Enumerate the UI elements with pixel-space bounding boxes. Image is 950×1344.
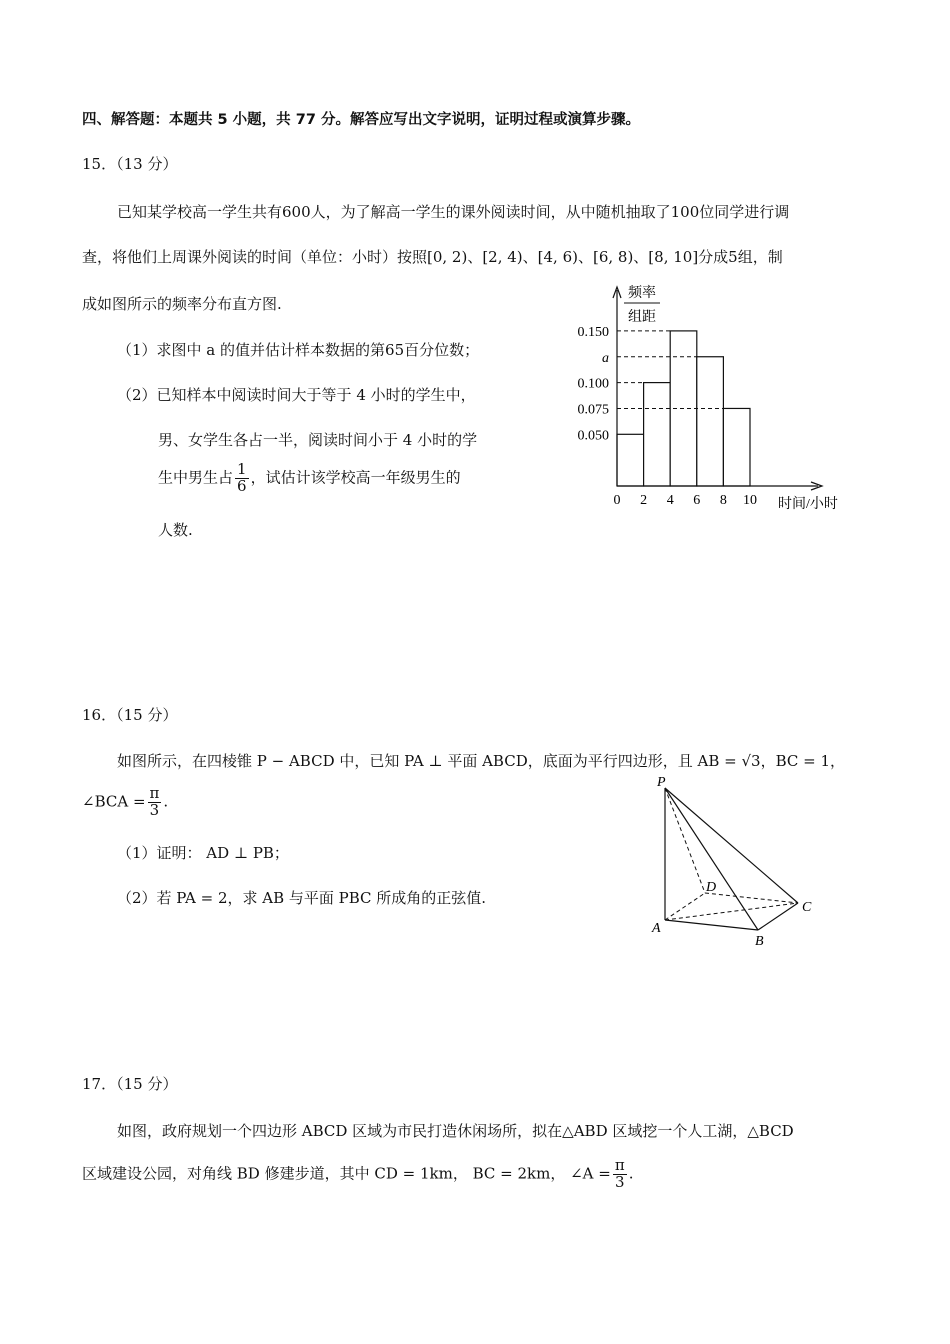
q15-fraction (235, 462, 249, 495)
q15-sub2-line-1: （2）已知样本中阅读时间大于等于 4 小时的学生中， (117, 386, 476, 404)
q15-text-line-2: 查，将他们上周课外阅读的时间（单位：小时）按照[0, 2)、[2, 4)、[4, 6)、[6, 8)、[8, 10]分成5组，制 (82, 248, 783, 266)
q16-sub2: （2）若 PA = 2，求 AB 与平面 PBC 所成角的正弦值. (117, 889, 487, 907)
x-tick-label: 0 (613, 493, 621, 508)
edge-ac (665, 903, 798, 920)
histogram-bar (644, 383, 671, 486)
histogram-bar (723, 408, 750, 486)
q17-fraction (613, 1158, 627, 1191)
vertex-label-p: P (657, 775, 666, 790)
q16-header: 16．（15 分） (82, 706, 178, 724)
section-title: 四、解答题：本题共 5 小题，共 77 分。解答应写出文字说明，证明过程或演算步骤。 (82, 112, 640, 128)
pyramid-figure (640, 770, 830, 955)
vertex-label-d: D (706, 880, 717, 895)
histogram-bar (617, 434, 644, 486)
q16-line-2-post: . (163, 792, 169, 811)
q15-sub2-line-3-post: ，试估计该学校高一年级男生的 (250, 468, 461, 487)
x-tick-label: 4 (666, 493, 674, 508)
y-tick-label: 0.075 (577, 402, 609, 418)
q17-line-2-post: . (628, 1164, 634, 1183)
q15-sub2-line-4: 人数. (158, 521, 193, 539)
x-axis-label: 时间/小时 (778, 497, 838, 510)
edge-ab (665, 920, 758, 930)
frequency-histogram (560, 280, 860, 510)
q16-fraction-denominator: 3 (149, 800, 160, 819)
y-tick-label: a (602, 350, 609, 366)
edge-pc (665, 788, 798, 903)
q16-sub1: （1）证明： AD ⊥ PB； (117, 844, 289, 862)
y-axis-label-bottom: 组距 (628, 310, 656, 325)
q17-text-line-2 (82, 1158, 633, 1191)
q17-fraction-denominator: 3 (615, 1172, 625, 1191)
q15-text-line-1: 已知某学校高一学生共有600人，为了解高一学生的课外阅读时间，从中随机抽取了100位同学进行调 (117, 203, 790, 221)
x-tick-label: 8 (719, 493, 727, 508)
edge-dc (705, 893, 798, 903)
histogram-bar (697, 357, 724, 486)
vertex-label-b: B (755, 934, 764, 949)
q17-fraction-numerator: π (614, 1156, 625, 1174)
q16-fraction-numerator: π (149, 784, 160, 802)
q16-text-line-2 (82, 786, 168, 819)
q17-header: 17．（15 分） (82, 1075, 178, 1093)
edge-ad (665, 893, 705, 920)
q16-fraction (148, 786, 162, 819)
y-tick-label: 0.150 (577, 324, 609, 340)
y-axis-label-top: 频率 (628, 286, 656, 301)
q15-sub2-line-2: 男、女学生各占一半，阅读时间小于 4 小时的学 (158, 431, 478, 449)
q17-line-2-pre: 区域建设公园，对角线 BD 修建步道，其中 CD = 1km， BC = 2km， ∠A = (82, 1164, 611, 1183)
q17-text-line-1: 如图，政府规划一个四边形 ABCD 区域为市民打造休闲场所，拟在△ABD 区域挖一个人工湖，△BCD (117, 1122, 794, 1140)
q15-fraction-numerator: 1 (237, 460, 247, 478)
y-tick-label: 0.050 (577, 428, 609, 444)
x-tick-label: 10 (743, 493, 757, 508)
vertex-label-c: C (802, 900, 812, 915)
q15-text-line-3: 成如图所示的频率分布直方图. (82, 295, 282, 313)
q15-fraction-denominator: 6 (237, 476, 247, 495)
x-tick-label: 2 (640, 493, 648, 508)
q15-sub2-line-3 (158, 462, 461, 495)
x-tick-label: 6 (693, 493, 701, 508)
edge-pb (665, 788, 758, 930)
q16-angle-label: ∠BCA = (82, 792, 146, 811)
q15-header: 15．（13 分） (82, 155, 178, 173)
q16-text-line-1: 如图所示，在四棱锥 P − ABCD 中，已知 PA ⊥ 平面 ABCD，底面为平行四边形，且 AB = √3，BC = 1， (117, 752, 845, 770)
y-tick-label: 0.100 (577, 376, 609, 392)
q15-sub2-line-3-pre: 生中男生占 (158, 468, 234, 487)
q15-sub1: （1）求图中 a 的值并估计样本数据的第65百分位数； (117, 341, 480, 359)
vertex-label-a: A (652, 921, 661, 936)
